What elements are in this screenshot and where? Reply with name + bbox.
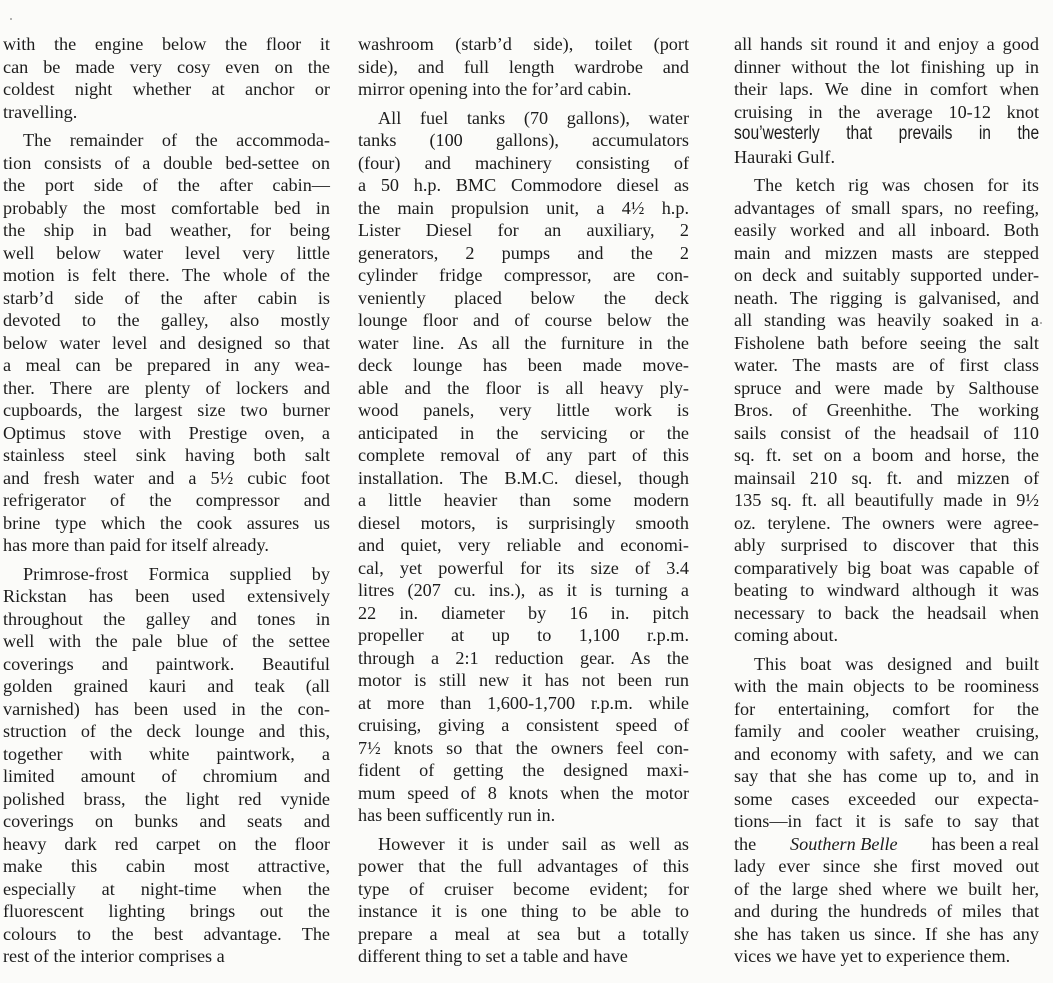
paragraph bbox=[358, 33, 689, 101]
paragraph bbox=[3, 563, 330, 968]
text-line: cal, yet powerful for its size of 3.4 bbox=[358, 557, 689, 578]
text-line: necessary to back the headsail when bbox=[734, 602, 1039, 623]
paragraph bbox=[3, 33, 330, 123]
text-line: some cases exceeded our expecta- bbox=[734, 788, 1039, 809]
text-line: side), and full length wardrobe and bbox=[358, 56, 689, 77]
text-line: veniently placed below the deck bbox=[358, 287, 689, 308]
text-line: The remainder of the accommoda- bbox=[23, 130, 330, 150]
text-line: 135 sq. ft. all beautifully made in 9½ bbox=[734, 490, 1039, 510]
text-line: (four) and machinery consisting of bbox=[358, 152, 689, 173]
text-line: struction of the deck lounge and this, bbox=[3, 721, 330, 741]
text-line: can be made very cosy even on the bbox=[3, 56, 330, 77]
text-column-3 bbox=[734, 33, 1039, 974]
text-line: This boat was designed and built bbox=[754, 653, 1039, 674]
text-line: devoted to the galley, also mostly bbox=[3, 310, 330, 330]
text-line: sou’westerly that prevails in the bbox=[734, 123, 1040, 144]
text-line: especially at night-time when the bbox=[3, 878, 330, 899]
paragraph bbox=[734, 174, 1039, 647]
text-line: wood panels, very little work is bbox=[358, 400, 689, 420]
paragraph bbox=[734, 33, 1039, 168]
text-line: fident of getting the designed maxi- bbox=[358, 760, 689, 780]
text-run: has been a real bbox=[931, 833, 1039, 854]
text-line: 22 in. diameter by 16 in. pitch bbox=[358, 602, 689, 623]
text-line: family and cooler weather cruising, bbox=[734, 721, 1039, 741]
text-line: limited amount of chromium and bbox=[3, 766, 330, 786]
text-line: cruising in the average 10-12 knot bbox=[734, 101, 1039, 122]
text-line: deck lounge has been made move- bbox=[358, 355, 689, 375]
text-line: together with white paintwork, a bbox=[3, 743, 330, 764]
paragraph bbox=[3, 129, 330, 557]
text-line: make this cabin most attractive, bbox=[3, 856, 330, 876]
text-line: all standing was heavily soaked in a bbox=[734, 310, 1039, 330]
text-line: the main propulsion unit, a 4½ h.p. bbox=[358, 197, 689, 218]
text-line: dinner without the lot finishing up in bbox=[734, 56, 1039, 77]
text-line: coming about. bbox=[734, 625, 839, 645]
text-line: has been sufficently run in. bbox=[358, 805, 556, 825]
text-line: Bros. of Greenhithe. The working bbox=[734, 400, 1039, 420]
text-line: Rickstan has been used extensively bbox=[3, 586, 330, 606]
text-line: oz. terylene. The owners were agree- bbox=[734, 512, 1039, 533]
text-line: refrigerator of the compressor and bbox=[3, 490, 330, 510]
text-line: throughout the galley and tones in bbox=[3, 608, 330, 629]
text-line: a 50 h.p. BMC Commodore diesel as bbox=[358, 175, 689, 195]
text-line: at more than 1,600-1,700 r.p.m. while bbox=[358, 692, 689, 713]
text-line: coverings and paintwork. Beautiful bbox=[3, 653, 330, 674]
text-line: cylinder fridge compressor, are con- bbox=[358, 265, 689, 285]
text-line: travelling. bbox=[3, 101, 78, 122]
text-line: stainless steel sink having both salt bbox=[3, 445, 330, 465]
text-line: has more than paid for itself already. bbox=[3, 535, 269, 555]
text-line: with the main objects to be roominess bbox=[734, 676, 1039, 696]
text-line: mum speed of 8 knots when the motor bbox=[358, 782, 689, 803]
text-line: beating to windward although it was bbox=[734, 580, 1039, 600]
text-line: a little heavier than some modern bbox=[358, 490, 689, 510]
text-line: a meal can be prepared in any wea- bbox=[3, 355, 330, 375]
text-line: and quiet, very reliable and economi- bbox=[358, 535, 689, 555]
text-line: However it is under sail as well as bbox=[378, 833, 689, 854]
text-line: neath. The rigging is galvanised, and bbox=[734, 287, 1039, 308]
text-line: heavy dark red carpet on the floor bbox=[3, 833, 330, 854]
text-line: through a 2:1 reduction gear. As the bbox=[358, 647, 689, 668]
text-line: main and mizzen masts are stepped bbox=[734, 242, 1039, 263]
text-line: type of cruiser become evident; for bbox=[358, 878, 689, 899]
text-line bbox=[734, 833, 1039, 856]
text-line: she has taken us since. If she has any bbox=[734, 923, 1039, 944]
text-line: water line. As all the furniture in the bbox=[358, 332, 689, 353]
text-line: varnished) has been used in the con- bbox=[3, 698, 330, 719]
text-line: All fuel tanks (70 gallons), water bbox=[378, 107, 689, 128]
text-line: the port side of the after cabin— bbox=[3, 175, 330, 195]
text-line: cruising, giving a consistent speed of bbox=[358, 715, 689, 735]
text-line: tanks (100 gallons), accumulators bbox=[358, 130, 689, 150]
text-line: diesel motors, is surprisingly smooth bbox=[358, 512, 689, 533]
text-line: below water level and designed so that bbox=[3, 332, 330, 353]
paragraph bbox=[734, 653, 1039, 968]
text-column-1 bbox=[3, 33, 330, 974]
text-line: starb’d side of the after cabin is bbox=[3, 287, 330, 308]
text-line: Fisholene bath before seeing the salt bbox=[734, 332, 1039, 353]
text-line: anticipated in the servicing or the bbox=[358, 422, 689, 443]
text-line: golden grained kauri and teak (all bbox=[3, 676, 330, 696]
text-line: and during the hundreds of miles that bbox=[734, 901, 1039, 921]
text-line: all hands sit round it and enjoy a good bbox=[734, 34, 1039, 54]
text-line: different thing to set a table and have bbox=[358, 946, 628, 966]
text-line: able and the floor is all heavy ply- bbox=[358, 377, 689, 398]
text-line: say that she has come up to, and in bbox=[734, 766, 1039, 786]
text-line: instance it is one thing to be able to bbox=[358, 901, 689, 921]
text-line: fluorescent lighting brings out the bbox=[3, 901, 330, 921]
text-line: for entertaining, comfort for the bbox=[734, 698, 1039, 719]
text-line: propeller at up to 1,100 r.p.m. bbox=[358, 625, 689, 645]
text-column-2 bbox=[358, 33, 689, 974]
text-line: Lister Diesel for an auxiliary, 2 bbox=[358, 220, 689, 240]
text-line: probably the most comfortable bed in bbox=[3, 197, 330, 218]
text-line: well with the pale blue of the settee bbox=[3, 631, 330, 651]
text-line: sq. ft. set on a boom and horse, the bbox=[734, 445, 1039, 465]
text-line: lounge floor and of course below the bbox=[358, 310, 689, 330]
text-line: complete removal of any part of this bbox=[358, 445, 689, 465]
text-line: on deck and suitably supported under- bbox=[734, 265, 1039, 285]
text-line: spruce and were made by Salthouse bbox=[734, 377, 1039, 398]
text-line: the ship in bad weather, for being bbox=[3, 220, 330, 240]
text-line: well below water level very little bbox=[3, 242, 330, 263]
text-line: tion consists of a double bed-settee on bbox=[3, 152, 330, 173]
text-line: washroom (starb’d side), toilet (port bbox=[358, 34, 689, 54]
text-line: motor is still new it has not been run bbox=[358, 670, 689, 690]
text-line: of the large shed where we built her, bbox=[734, 878, 1039, 899]
text-line: sails consist of the headsail of 110 bbox=[734, 422, 1039, 443]
text-line: mainsail 210 sq. ft. and mizzen of bbox=[734, 467, 1039, 488]
text-line: power that the full advantages of this bbox=[358, 856, 689, 876]
text-line: coverings on bunks and seats and bbox=[3, 811, 330, 831]
text-line: installation. The B.M.C. diesel, though bbox=[358, 467, 689, 488]
text-line: generators, 2 pumps and the 2 bbox=[358, 242, 689, 263]
text-line: mirror opening into the for’ard cabin. bbox=[358, 79, 632, 99]
text-line: colours to the best advantage. The bbox=[3, 923, 330, 944]
text-line: with the engine below the floor it bbox=[3, 34, 330, 54]
text-line: Primrose-frost Formica supplied by bbox=[23, 563, 330, 584]
paragraph bbox=[358, 833, 689, 968]
text-line: 7½ knots so that the owners feel con- bbox=[358, 737, 689, 758]
text-line: rest of the interior comprises a bbox=[3, 946, 225, 966]
text-line: Hauraki Gulf. bbox=[734, 146, 836, 167]
text-line: motion is felt there. The whole of the bbox=[3, 265, 330, 285]
text-line: their laps. We dine in comfort when bbox=[734, 79, 1039, 99]
text-line: vices we have yet to experience them. bbox=[734, 946, 1011, 966]
text-line: advantages of small spars, no reefing, bbox=[734, 197, 1039, 218]
text-line: The ketch rig was chosen for its bbox=[754, 175, 1039, 195]
text-line: litres (207 cu. ins.), as it is turning a bbox=[358, 580, 689, 600]
boat-name-italic: Southern Belle bbox=[790, 833, 898, 854]
text-line: cupboards, the largest size two burner bbox=[3, 400, 330, 420]
text-line: coldest night whether at anchor or bbox=[3, 79, 330, 99]
text-line: ther. There are plenty of lockers and bbox=[3, 377, 330, 398]
paragraph bbox=[358, 107, 689, 827]
text-line: easily worked and all inboard. Both bbox=[734, 220, 1039, 240]
text-line: and fresh water and a 5½ cubic foot bbox=[3, 467, 330, 488]
text-line: and economy with safety, and we can bbox=[734, 743, 1039, 764]
text-line: comparatively big boat was capable of bbox=[734, 557, 1039, 578]
text-line: Optimus stove with Prestige oven, a bbox=[3, 422, 330, 443]
text-line: lady ever since she first moved out bbox=[734, 856, 1039, 876]
text-line: ably surprised to discover that this bbox=[734, 535, 1039, 555]
text-line: tions—in fact it is safe to say that bbox=[734, 811, 1039, 831]
scan-speck bbox=[1040, 322, 1042, 324]
text-line: prepare a meal at sea but a totally bbox=[358, 923, 689, 944]
text-run: the bbox=[734, 833, 757, 854]
text-line: brine type which the cook assures us bbox=[3, 512, 330, 533]
scan-speck bbox=[10, 18, 12, 20]
text-line: polished brass, the light red vynide bbox=[3, 788, 330, 809]
text-line: water. The masts are of first class bbox=[734, 355, 1039, 375]
